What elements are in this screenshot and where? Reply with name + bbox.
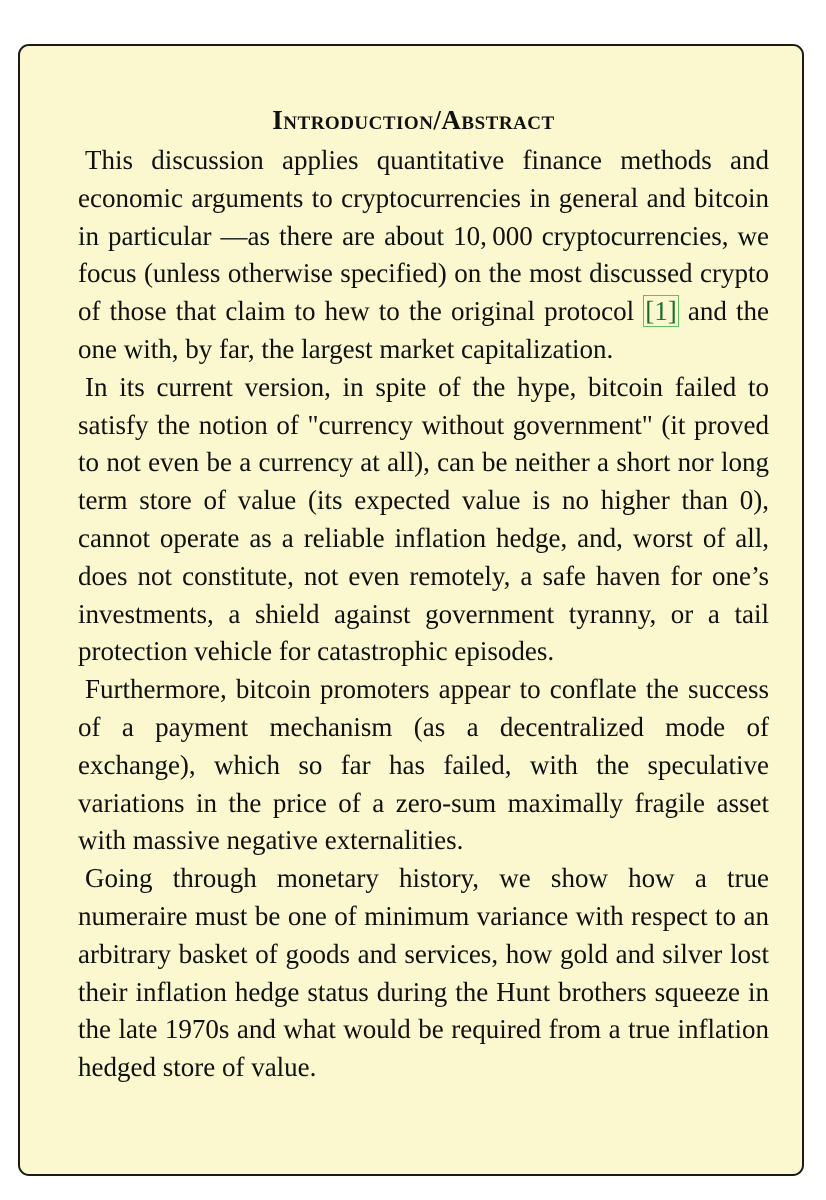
citation-link[interactable]: [1]	[645, 296, 677, 327]
paragraph-2-text: In its current version, in spite of the hype, bitcoin failed to satisfy the notion of "currency without government" (it proved to not even be a currency at all), can be neither a short nor long term store of value (its expected value is no higher than 0), cannot operate as a reliable inflation hedge, and, worst of all, does not constitute, not even remotely, a safe haven for one’s investments, a shield against government tyranny, or a tail protection vehicle for catastrophic episodes.	[78, 371, 769, 667]
paragraph-4-text: Going through monetary history, we show how a true numeraire must be one of minimum variance with respect to an arbitrary basket of goods and services, how gold and silver lost their inflation hedge status during the Hunt brothers squeeze in the late 1970s and what would be required from a true inflation hedged store of value.	[78, 863, 769, 1083]
paragraph-3-text: Furthermore, bitcoin promoters appear to conflate the success of a payment mechanism (as a decentralized mode of exchange), which so far has failed, with the speculative variations in the price of a zero-sum maximally fragile asset with massive negative externalities.	[78, 674, 769, 856]
paragraph-3	[78, 671, 769, 860]
paragraph-4	[78, 860, 769, 1087]
paragraph-1	[78, 142, 769, 369]
section-title: Introduction/Abstract	[272, 105, 555, 135]
paragraph-1-text-end: and the one with, by far, the largest market capitalization.	[78, 296, 769, 364]
paragraph-1-text-start: This discussion applies quantitative finance methods and economic arguments to cryptocurrencies in general and bitcoin in particular —as there are about 10, 000 cryptocurrencies, we focus (unless otherwise specified) on the most discussed crypto of those that claim to hew to the original protocol	[78, 145, 769, 327]
paragraph-2	[78, 369, 769, 671]
abstract-box	[18, 44, 804, 1176]
